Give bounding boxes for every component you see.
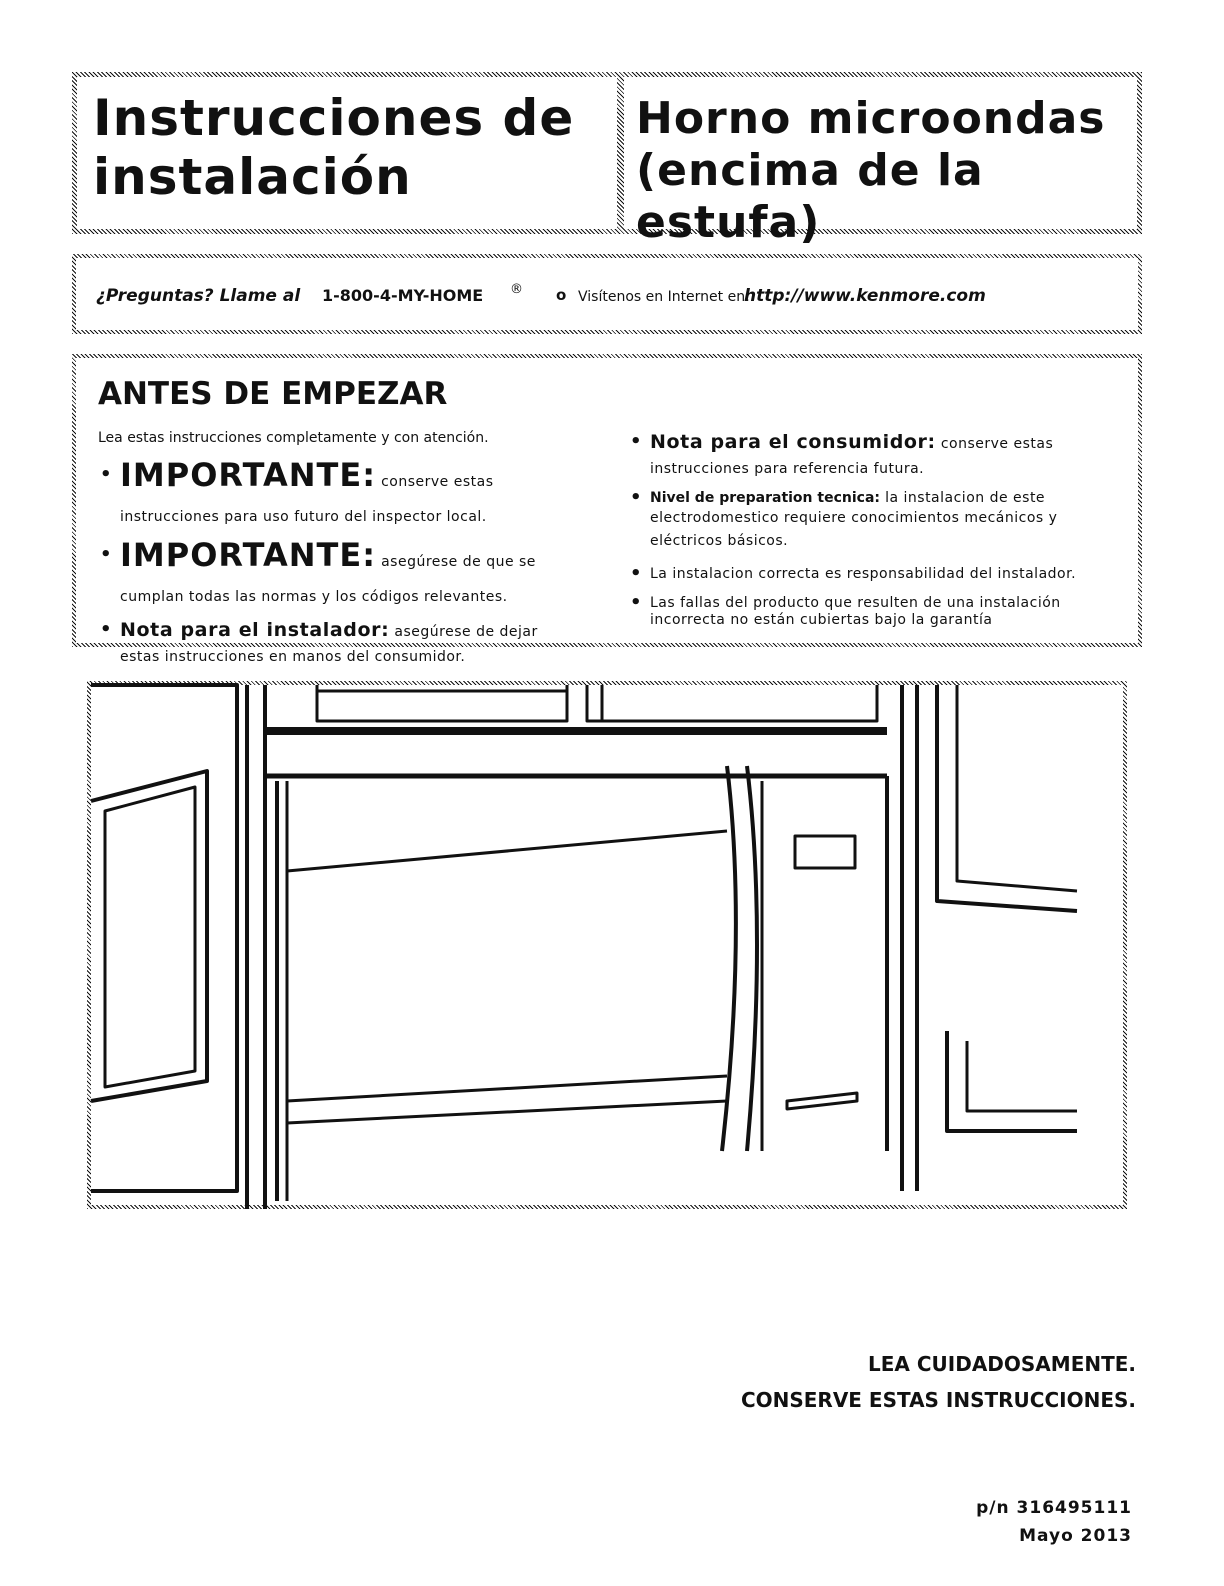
item-desc: La instalacion correcta es responsabilidad del instalador. (650, 566, 1077, 582)
bullet-icon: • (630, 563, 642, 584)
keep-instructions-note: CONSERVE ESTAS INSTRUCCIONES. (740, 1388, 1136, 1412)
title-right-cell (624, 77, 1137, 248)
item-desc: Las fallas del producto que resulten de una instalación (650, 595, 1061, 611)
before-section-inner (76, 358, 1138, 665)
document-title: Instrucciones de instalación (93, 89, 575, 206)
item-lead: Nota para el consumidor: (650, 431, 936, 453)
item-lead: Nota para el instalador: (120, 619, 390, 641)
registered-mark: ® (510, 282, 523, 297)
item-lead: IMPORTANTE: (120, 456, 376, 494)
website-link[interactable]: http://www.kenmore.com (744, 286, 986, 306)
list-item (94, 618, 594, 669)
title-left-cell (77, 77, 617, 229)
bullet-icon: • (630, 487, 642, 508)
contact-bar-inner (76, 258, 1138, 330)
item-desc: conserve estas (940, 436, 1054, 452)
contact-visit-label: Visítenos en Internet en: (578, 289, 750, 305)
microwave-drawing (87, 681, 1127, 1209)
item-desc: asegúrese de que se (381, 554, 536, 570)
item-lead: Nivel de preparation tecnica: (650, 490, 880, 506)
item-line2: electrodomestico requiere conocimientos mecánicos y eléctricos básicos. (650, 510, 1058, 549)
publication-date: Mayo 2013 (1019, 1526, 1132, 1546)
bullet-icon: • (100, 544, 112, 565)
list-item (624, 487, 1134, 553)
contact-phone: 1-800-4-MY-HOME (322, 286, 484, 305)
contact-bar (72, 254, 1142, 334)
section-intro: Lea estas instrucciones completamente y con atención. (98, 430, 489, 446)
section-heading: ANTES DE EMPEZAR (98, 376, 448, 412)
contact-or: o (556, 286, 567, 304)
microwave-illustration (87, 681, 1127, 1209)
title-block (72, 72, 1142, 248)
list-item (94, 458, 594, 534)
before-you-begin-section (72, 354, 1142, 665)
item-lead: IMPORTANTE: (120, 536, 376, 574)
item-line2: estas instrucciones en manos del consumidor. (120, 649, 466, 665)
item-desc: la instalacion de este (885, 490, 1046, 506)
bullet-icon: • (630, 592, 642, 613)
list-item (624, 592, 1134, 628)
contact-question: ¿Preguntas? Llame al (96, 286, 301, 306)
item-line2: cumplan todas las normas y los códigos relevantes. (120, 589, 508, 605)
bullet-icon: • (630, 431, 642, 452)
item-desc: conserve estas (381, 474, 494, 490)
item-desc: asegúrese de dejar (394, 624, 538, 640)
list-item (94, 538, 594, 614)
item-line2: instrucciones para referencia futura. (650, 461, 925, 477)
right-column (624, 430, 1134, 632)
part-number: p/n 316495111 (976, 1498, 1132, 1518)
bullet-icon: • (100, 619, 112, 640)
product-title: Horno microondas (encima de la estufa) (636, 93, 1106, 248)
item-line2: incorrecta no están cubiertas bajo la garantía (650, 612, 993, 628)
left-column (94, 458, 594, 673)
item-line2: instrucciones para uso futuro del inspector local. (120, 509, 487, 525)
bullet-icon: • (100, 464, 112, 485)
read-carefully-note: LEA CUIDADOSAMENTE. (868, 1352, 1136, 1376)
list-item (624, 563, 1134, 582)
list-item (624, 430, 1134, 481)
